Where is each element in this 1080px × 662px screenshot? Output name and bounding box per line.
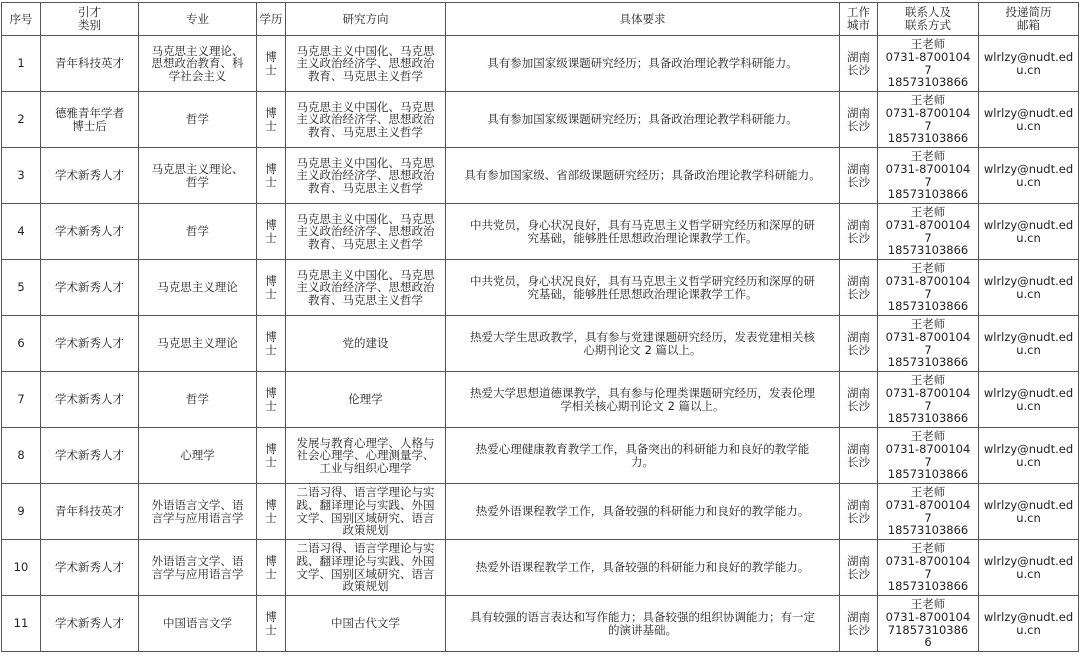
cell-degree: 博 士	[257, 596, 286, 652]
cell-research: 马克思主义中国化、马克思 主义政治经济学、思想政治 教育、马克思主义哲学	[286, 204, 446, 260]
cell-major: 马克思主义理论	[139, 260, 257, 316]
cell-requirements: 热爱外语课程教学工作，具备较强的科研能力和良好的教学能力。	[446, 540, 840, 596]
cell-category: 青年科技英才	[41, 36, 139, 92]
cell-seq: 11	[2, 596, 41, 652]
table-row	[2, 36, 1079, 92]
cell-category: 学术新秀人才	[41, 428, 139, 484]
cell-requirements: 具有参加国家级课题研究经历；具备政治理论教学科研能力。	[446, 92, 840, 148]
cell-contact: 王老师 0731-8700104 7 18573103866	[878, 148, 979, 204]
cell-category: 学术新秀人才	[41, 316, 139, 372]
cell-city: 湖南 长沙	[840, 260, 878, 316]
cell-email: wlrlzy@nudt.edu.cn	[979, 148, 1079, 204]
cell-major: 哲学	[139, 92, 257, 148]
cell-research: 马克思主义中国化、马克思 主义政治经济学、思想政治 教育、马克思主义哲学	[286, 148, 446, 204]
header-row	[2, 3, 1079, 36]
cell-seq: 4	[2, 204, 41, 260]
header-contact: 联系人及 联系方式	[878, 3, 979, 36]
cell-seq: 6	[2, 316, 41, 372]
cell-requirements: 中共党员，身心状况良好，具有马克思主义哲学研究经历和深厚的研 究基础，能够胜任思想政治理论课教学工作。	[446, 204, 840, 260]
cell-requirements: 热爱心理健康教育教学工作，具备突出的科研能力和良好的教学能 力。	[446, 428, 840, 484]
cell-degree: 博 士	[257, 36, 286, 92]
cell-degree: 博 士	[257, 428, 286, 484]
cell-degree: 博 士	[257, 316, 286, 372]
cell-seq: 8	[2, 428, 41, 484]
cell-email: wlrlzy@nudt.edu.cn	[979, 540, 1079, 596]
cell-major: 外语语言文学、语 言学与应用语言学	[139, 484, 257, 540]
header-email: 投递简历 邮箱	[979, 3, 1079, 36]
header-research: 研究方向	[286, 3, 446, 36]
cell-city: 湖南 长沙	[840, 372, 878, 428]
cell-email: wlrlzy@nudt.edu.cn	[979, 204, 1079, 260]
header-requirements: 具体要求	[446, 3, 840, 36]
cell-requirements: 热爱大学生思政教学，具有参与党建课题研究经历，发表党建相关核 心期刊论文 2 篇以上。	[446, 316, 840, 372]
header-major: 专业	[139, 3, 257, 36]
cell-research: 马克思主义中国化、马克思 主义政治经济学、思想政治 教育、马克思主义哲学	[286, 92, 446, 148]
cell-major: 外语语言文学、语 言学与应用语言学	[139, 540, 257, 596]
table-row	[2, 372, 1079, 428]
cell-requirements: 热爱外语课程教学工作，具备较强的科研能力和良好的教学能力。	[446, 484, 840, 540]
cell-major: 哲学	[139, 372, 257, 428]
table-body	[2, 36, 1079, 652]
cell-category: 学术新秀人才	[41, 260, 139, 316]
cell-city: 湖南 长沙	[840, 484, 878, 540]
recruitment-table	[1, 2, 1079, 652]
cell-email: wlrlzy@nudt.edu.cn	[979, 596, 1079, 652]
cell-degree: 博 士	[257, 260, 286, 316]
cell-requirements: 热爱大学思想道德课教学，具有参与伦理类课题研究经历，发表伦理 学相关核心期刊论文 2 篇以上。	[446, 372, 840, 428]
table-row	[2, 204, 1079, 260]
cell-degree: 博 士	[257, 540, 286, 596]
cell-category: 青年科技英才	[41, 484, 139, 540]
cell-major: 马克思主义理论、 哲学	[139, 148, 257, 204]
table-row	[2, 540, 1079, 596]
cell-research: 马克思主义中国化、马克思 主义政治经济学、思想政治 教育、马克思主义哲学	[286, 36, 446, 92]
cell-contact: 王老师 0731-8700104 7 18573103866	[878, 92, 979, 148]
cell-email: wlrlzy@nudt.edu.cn	[979, 372, 1079, 428]
cell-research: 伦理学	[286, 372, 446, 428]
cell-city: 湖南 长沙	[840, 36, 878, 92]
cell-category: 学术新秀人才	[41, 372, 139, 428]
cell-email: wlrlzy@nudt.edu.cn	[979, 260, 1079, 316]
cell-contact: 王老师 0731-8700104 7 18573103866	[878, 316, 979, 372]
cell-research: 二语习得、语言学理论与实 践、翻译理论与实践、外国 文学、国别区域研究、语言 政策规划	[286, 484, 446, 540]
cell-contact: 王老师 0731-8700104 7 18573103866	[878, 36, 979, 92]
cell-major: 中国语言文学	[139, 596, 257, 652]
cell-city: 湖南 长沙	[840, 540, 878, 596]
table-row	[2, 484, 1079, 540]
cell-category: 学术新秀人才	[41, 148, 139, 204]
header-seq: 序号	[2, 3, 41, 36]
cell-contact: 王老师 0731-8700104 71857310386 6	[878, 596, 979, 652]
cell-degree: 博 士	[257, 204, 286, 260]
table-row	[2, 596, 1079, 652]
cell-research: 中国古代文学	[286, 596, 446, 652]
cell-major: 心理学	[139, 428, 257, 484]
cell-contact: 王老师 0731-8700104 7 18573103866	[878, 260, 979, 316]
cell-research: 发展与教育心理学、人格与 社会心理学、心理测量学、 工业与组织心理学	[286, 428, 446, 484]
cell-seq: 2	[2, 92, 41, 148]
cell-degree: 博 士	[257, 148, 286, 204]
cell-city: 湖南 长沙	[840, 428, 878, 484]
cell-degree: 博 士	[257, 484, 286, 540]
cell-category: 学术新秀人才	[41, 204, 139, 260]
table-row	[2, 92, 1079, 148]
cell-email: wlrlzy@nudt.edu.cn	[979, 92, 1079, 148]
cell-seq: 9	[2, 484, 41, 540]
cell-city: 湖南 长沙	[840, 148, 878, 204]
cell-requirements: 中共党员，身心状况良好，具有马克思主义哲学研究经历和深厚的研 究基础，能够胜任思想政治理论课教学工作。	[446, 260, 840, 316]
cell-contact: 王老师 0731-8700104 7 18573103866	[878, 540, 979, 596]
cell-seq: 1	[2, 36, 41, 92]
header-degree: 学历	[257, 3, 286, 36]
cell-seq: 5	[2, 260, 41, 316]
cell-requirements: 具有参加国家级课题研究经历；具备政治理论教学科研能力。	[446, 36, 840, 92]
cell-city: 湖南 长沙	[840, 316, 878, 372]
table-row	[2, 316, 1079, 372]
cell-research: 马克思主义中国化、马克思 主义政治经济学、思想政治 教育、马克思主义哲学	[286, 260, 446, 316]
cell-email: wlrlzy@nudt.edu.cn	[979, 428, 1079, 484]
cell-email: wlrlzy@nudt.edu.cn	[979, 36, 1079, 92]
cell-contact: 王老师 0731-8700104 7 18573103866	[878, 372, 979, 428]
cell-requirements: 具有较强的语言表达和写作能力；具备较强的组织协调能力；有一定 的演讲基础。	[446, 596, 840, 652]
cell-seq: 3	[2, 148, 41, 204]
cell-city: 湖南 长沙	[840, 204, 878, 260]
cell-city: 湖南 长沙	[840, 596, 878, 652]
cell-email: wlrlzy@nudt.edu.cn	[979, 484, 1079, 540]
cell-seq: 7	[2, 372, 41, 428]
cell-degree: 博 士	[257, 372, 286, 428]
table-row	[2, 428, 1079, 484]
cell-category: 学术新秀人才	[41, 540, 139, 596]
cell-degree: 博 士	[257, 92, 286, 148]
cell-major: 马克思主义理论	[139, 316, 257, 372]
cell-research: 二语习得、语言学理论与实 践、翻译理论与实践、外国 文学、国别区域研究、语言 政策规划	[286, 540, 446, 596]
table-row	[2, 260, 1079, 316]
cell-requirements: 具有参加国家级、省部级课题研究经历；具备政治理论教学科研能力。	[446, 148, 840, 204]
cell-contact: 王老师 0731-8700104 7 18573103866	[878, 428, 979, 484]
header-city: 工作 城市	[840, 3, 878, 36]
cell-contact: 王老师 0731-8700104 7 18573103866	[878, 484, 979, 540]
cell-major: 马克思主义理论、 思想政治教育、科 学社会主义	[139, 36, 257, 92]
cell-seq: 10	[2, 540, 41, 596]
cell-city: 湖南 长沙	[840, 92, 878, 148]
cell-category: 学术新秀人才	[41, 596, 139, 652]
table-row	[2, 148, 1079, 204]
header-category: 引才 类别	[41, 3, 139, 36]
cell-email: wlrlzy@nudt.edu.cn	[979, 316, 1079, 372]
cell-major: 哲学	[139, 204, 257, 260]
cell-category: 德雅青年学者 博士后	[41, 92, 139, 148]
cell-research: 党的建设	[286, 316, 446, 372]
cell-contact: 王老师 0731-8700104 7 18573103866	[878, 204, 979, 260]
